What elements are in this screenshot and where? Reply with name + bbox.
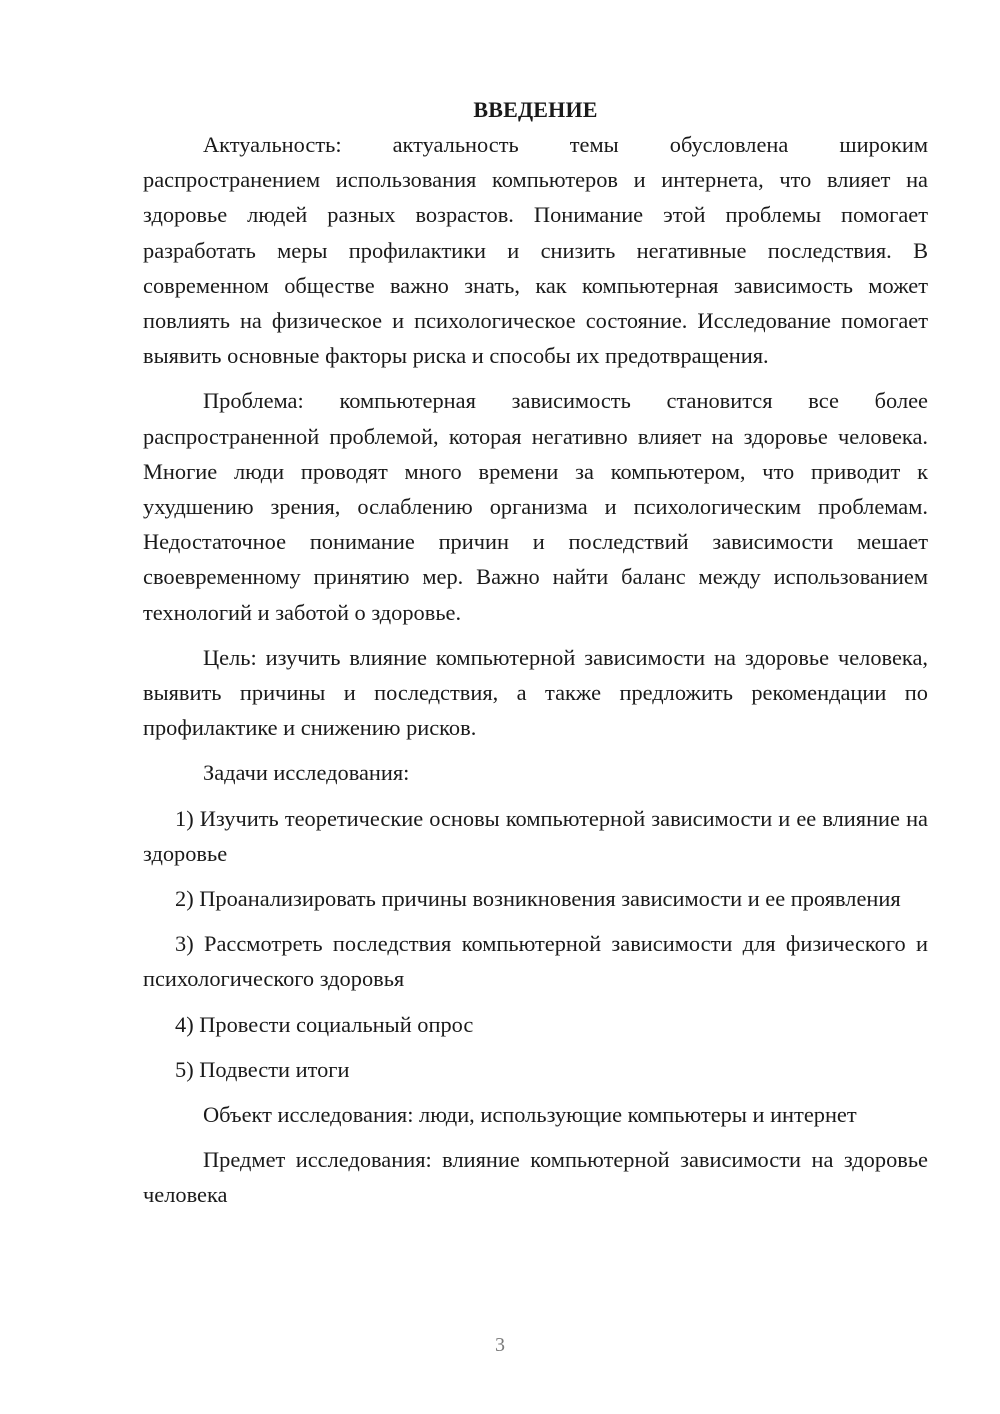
relevance-paragraph: Актуальность: актуальность темы обусловлена широким распространением использования компьютеров и интернета, что влияет на здоровье людей разных возрастов. Понимание этой проблемы помогает разработать меры профилактики и снизить негативные последствия. В современном обществе важно знать, как компьютерная зависимость может повлиять на физическое и психологическое состояние. Исследование помогает выявить основные факторы риска и способы их предотвращения.	[143, 132, 928, 369]
task-item-2: 2) Проанализировать причины возникновения зависимости и ее проявления	[175, 886, 901, 912]
page-number: 3	[495, 1334, 505, 1356]
research-subject: Предмет исследования: влияние компьютерной зависимости на здоровье человека	[143, 1147, 928, 1208]
task-item-3: 3) Рассмотреть последствия компьютерной зависимости для физического и психологического здоровья	[143, 931, 928, 992]
section-title: ВВЕДЕНИЕ	[473, 97, 598, 122]
research-object: Объект исследования: люди, использующие компьютеры и интернет	[203, 1102, 857, 1128]
task-item-1: 1) Изучить теоретические основы компьютерной зависимости и ее влияние на здоровье	[143, 805, 928, 866]
document-page	[143, 92, 928, 1223]
task-item-4: 4) Провести социальный опрос	[175, 1011, 474, 1037]
tasks-heading: Задачи исследования:	[203, 760, 410, 786]
task-item-5: 5) Подвести итоги	[175, 1056, 350, 1082]
goal-paragraph: Цель: изучить влияние компьютерной зависимости на здоровье человека, выявить причины и последствия, а также предложить рекомендации по профилактике и снижению рисков.	[143, 644, 928, 741]
problem-paragraph: Проблема: компьютерная зависимость становится все более распространенной проблемой, которая негативно влияет на здоровье человека. Многие люди проводят много времени за компьютером, что приводит к ухудшению зрения, ослаблению организма и психологическим проблемам. Недостаточное понимание причин и последствий зависимости мешает своевременному принятию мер. Важно найти баланс между использованием технологий и заботой о здоровье.	[143, 388, 928, 625]
